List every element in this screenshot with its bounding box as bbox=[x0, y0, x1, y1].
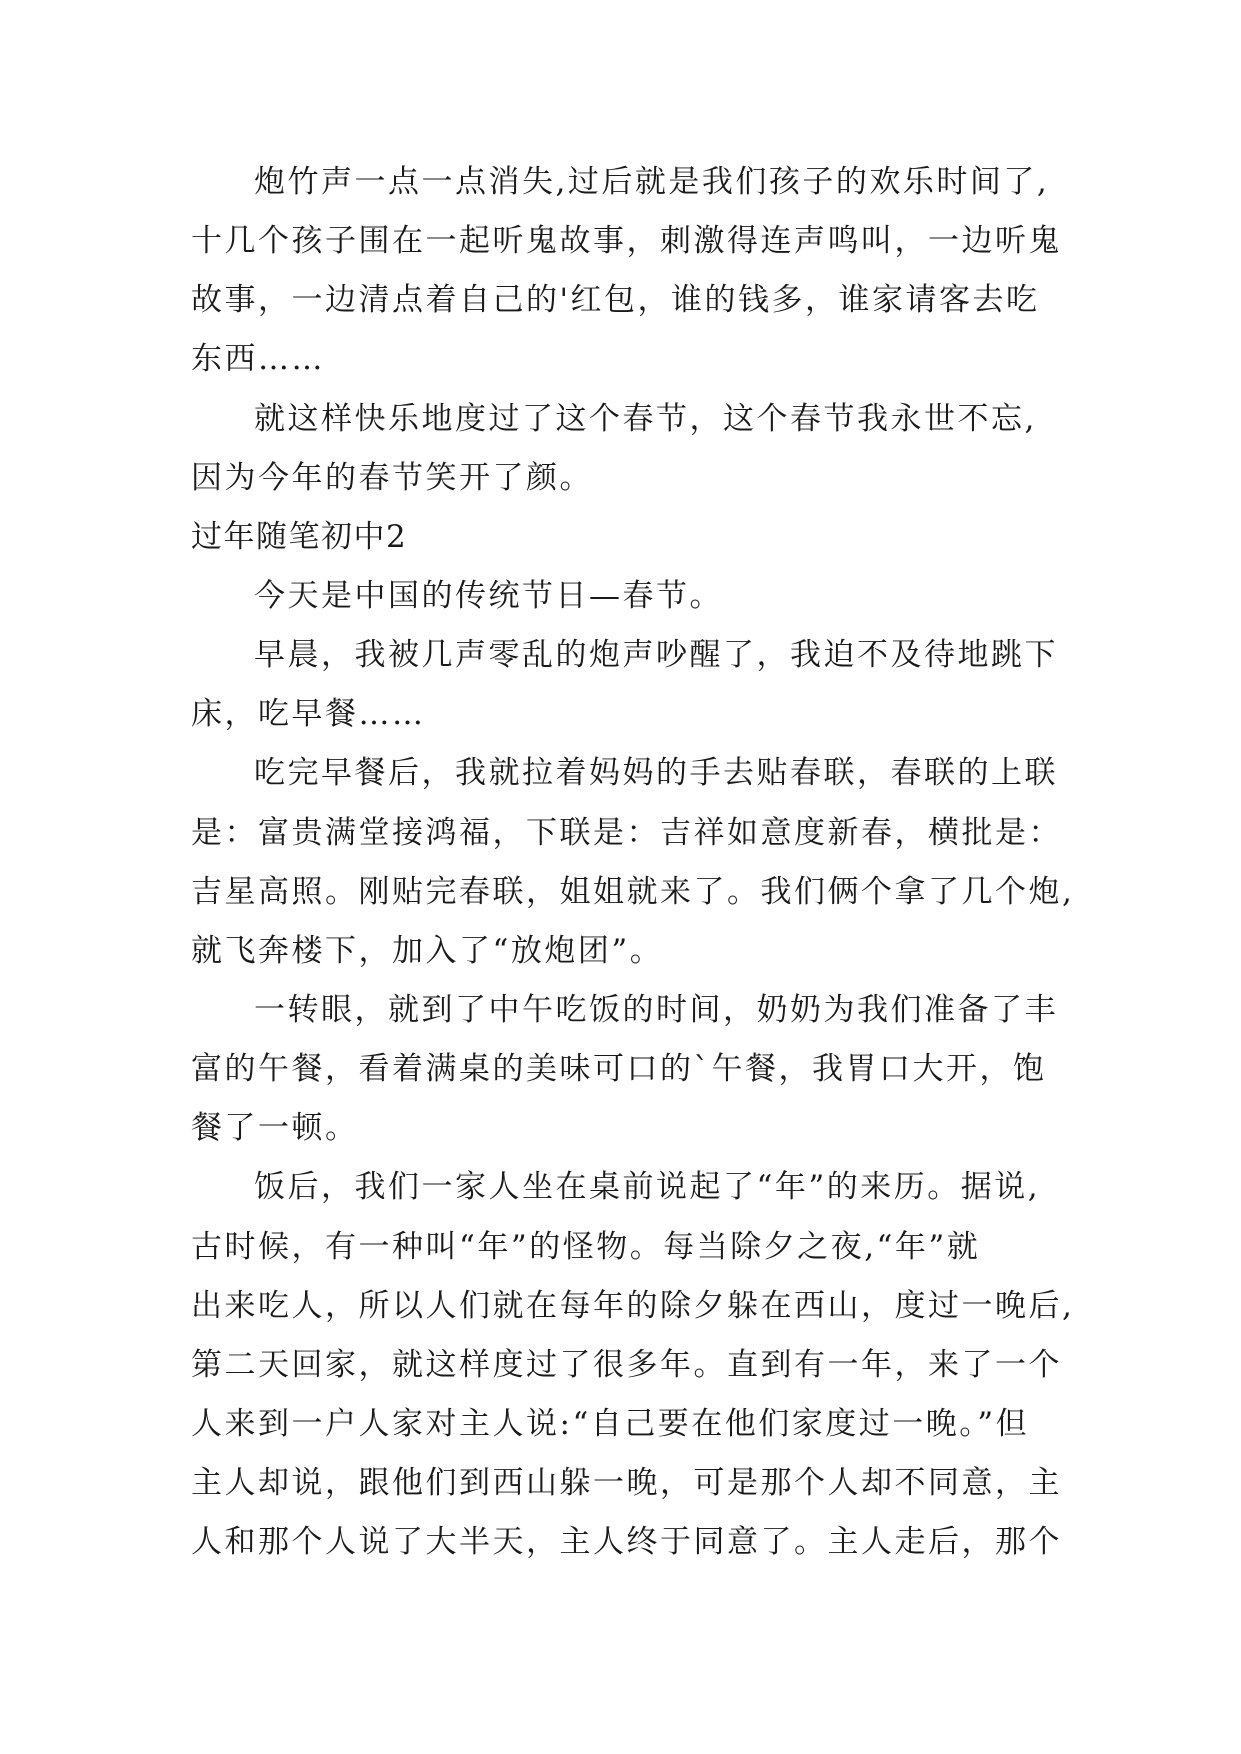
paragraph-line: 因为今年的春节笑开了颜。 bbox=[191, 460, 593, 496]
paragraph-line: 是：富贵满堂接鸿福，下联是：吉祥如意度新春，横批是： bbox=[191, 815, 1062, 851]
paragraph-line: 吃完早餐后，我就拉着妈妈的手去贴春联，春联的上联 bbox=[254, 755, 1058, 791]
section-heading: 过年随笔初中2 bbox=[191, 519, 408, 555]
paragraph-line: 早晨，我被几声零乱的炮声吵醒了，我迫不及待地跳下 bbox=[254, 637, 1058, 673]
paragraph-line: 今天是中国的传统节日—春节。 bbox=[254, 578, 723, 614]
paragraph-line: 富的午餐，看着满桌的美味可口的`午餐，我胃口大开，饱 bbox=[191, 1051, 1047, 1087]
paragraph-line: 出来吃人，所以人们就在每年的除夕躲在西山，度过一晚后, bbox=[191, 1288, 1075, 1324]
paragraph-line: 古时候，有一种叫“年”的怪物。每当除夕之夜,“年”就 bbox=[191, 1229, 981, 1265]
paragraph-line: 吉星高照。刚贴完春联，姐姐就来了。我们俩个拿了几个炮, bbox=[191, 874, 1075, 910]
paragraph-line: 十几个孩子围在一起听鬼故事，刺激得连声鸣叫，一边听鬼 bbox=[191, 223, 1062, 259]
paragraph-line: 东西…… bbox=[191, 341, 325, 377]
paragraph-line: 餐了一顿。 bbox=[191, 1110, 359, 1146]
paragraph-line: 一转眼，就到了中午吃饭的时间，奶奶为我们准备了丰 bbox=[254, 992, 1058, 1028]
paragraph-line: 炮竹声一点一点消失,过后就是我们孩子的欢乐时间了, bbox=[254, 164, 1050, 200]
paragraph-line: 床，吃早餐…… bbox=[191, 696, 426, 732]
paragraph-line: 主人却说，跟他们到西山躲一晚，可是那个人却不同意，主 bbox=[191, 1465, 1062, 1501]
paragraph-line: 就这样快乐地度过了这个春节，这个春节我永世不忘, bbox=[254, 401, 1037, 437]
paragraph-line: 第二天回家，就这样度过了很多年。直到有一年，来了一个 bbox=[191, 1347, 1062, 1383]
paragraph-line: 故事，一边清点着自己的'红包，谁的钱多，谁家请客去吃 bbox=[191, 282, 1040, 318]
paragraph-line: 人来到一户人家对主人说:“自己要在他们家度过一晚。”但 bbox=[191, 1406, 1030, 1442]
paragraph-line: 饭后，我们一家人坐在桌前说起了“年”的来历。据说, bbox=[254, 1169, 1041, 1205]
paragraph-line: 人和那个人说了大半天，主人终于同意了。主人走后，那个 bbox=[191, 1524, 1062, 1560]
paragraph-line: 就飞奔楼下，加入了“放炮团”。 bbox=[191, 933, 664, 969]
